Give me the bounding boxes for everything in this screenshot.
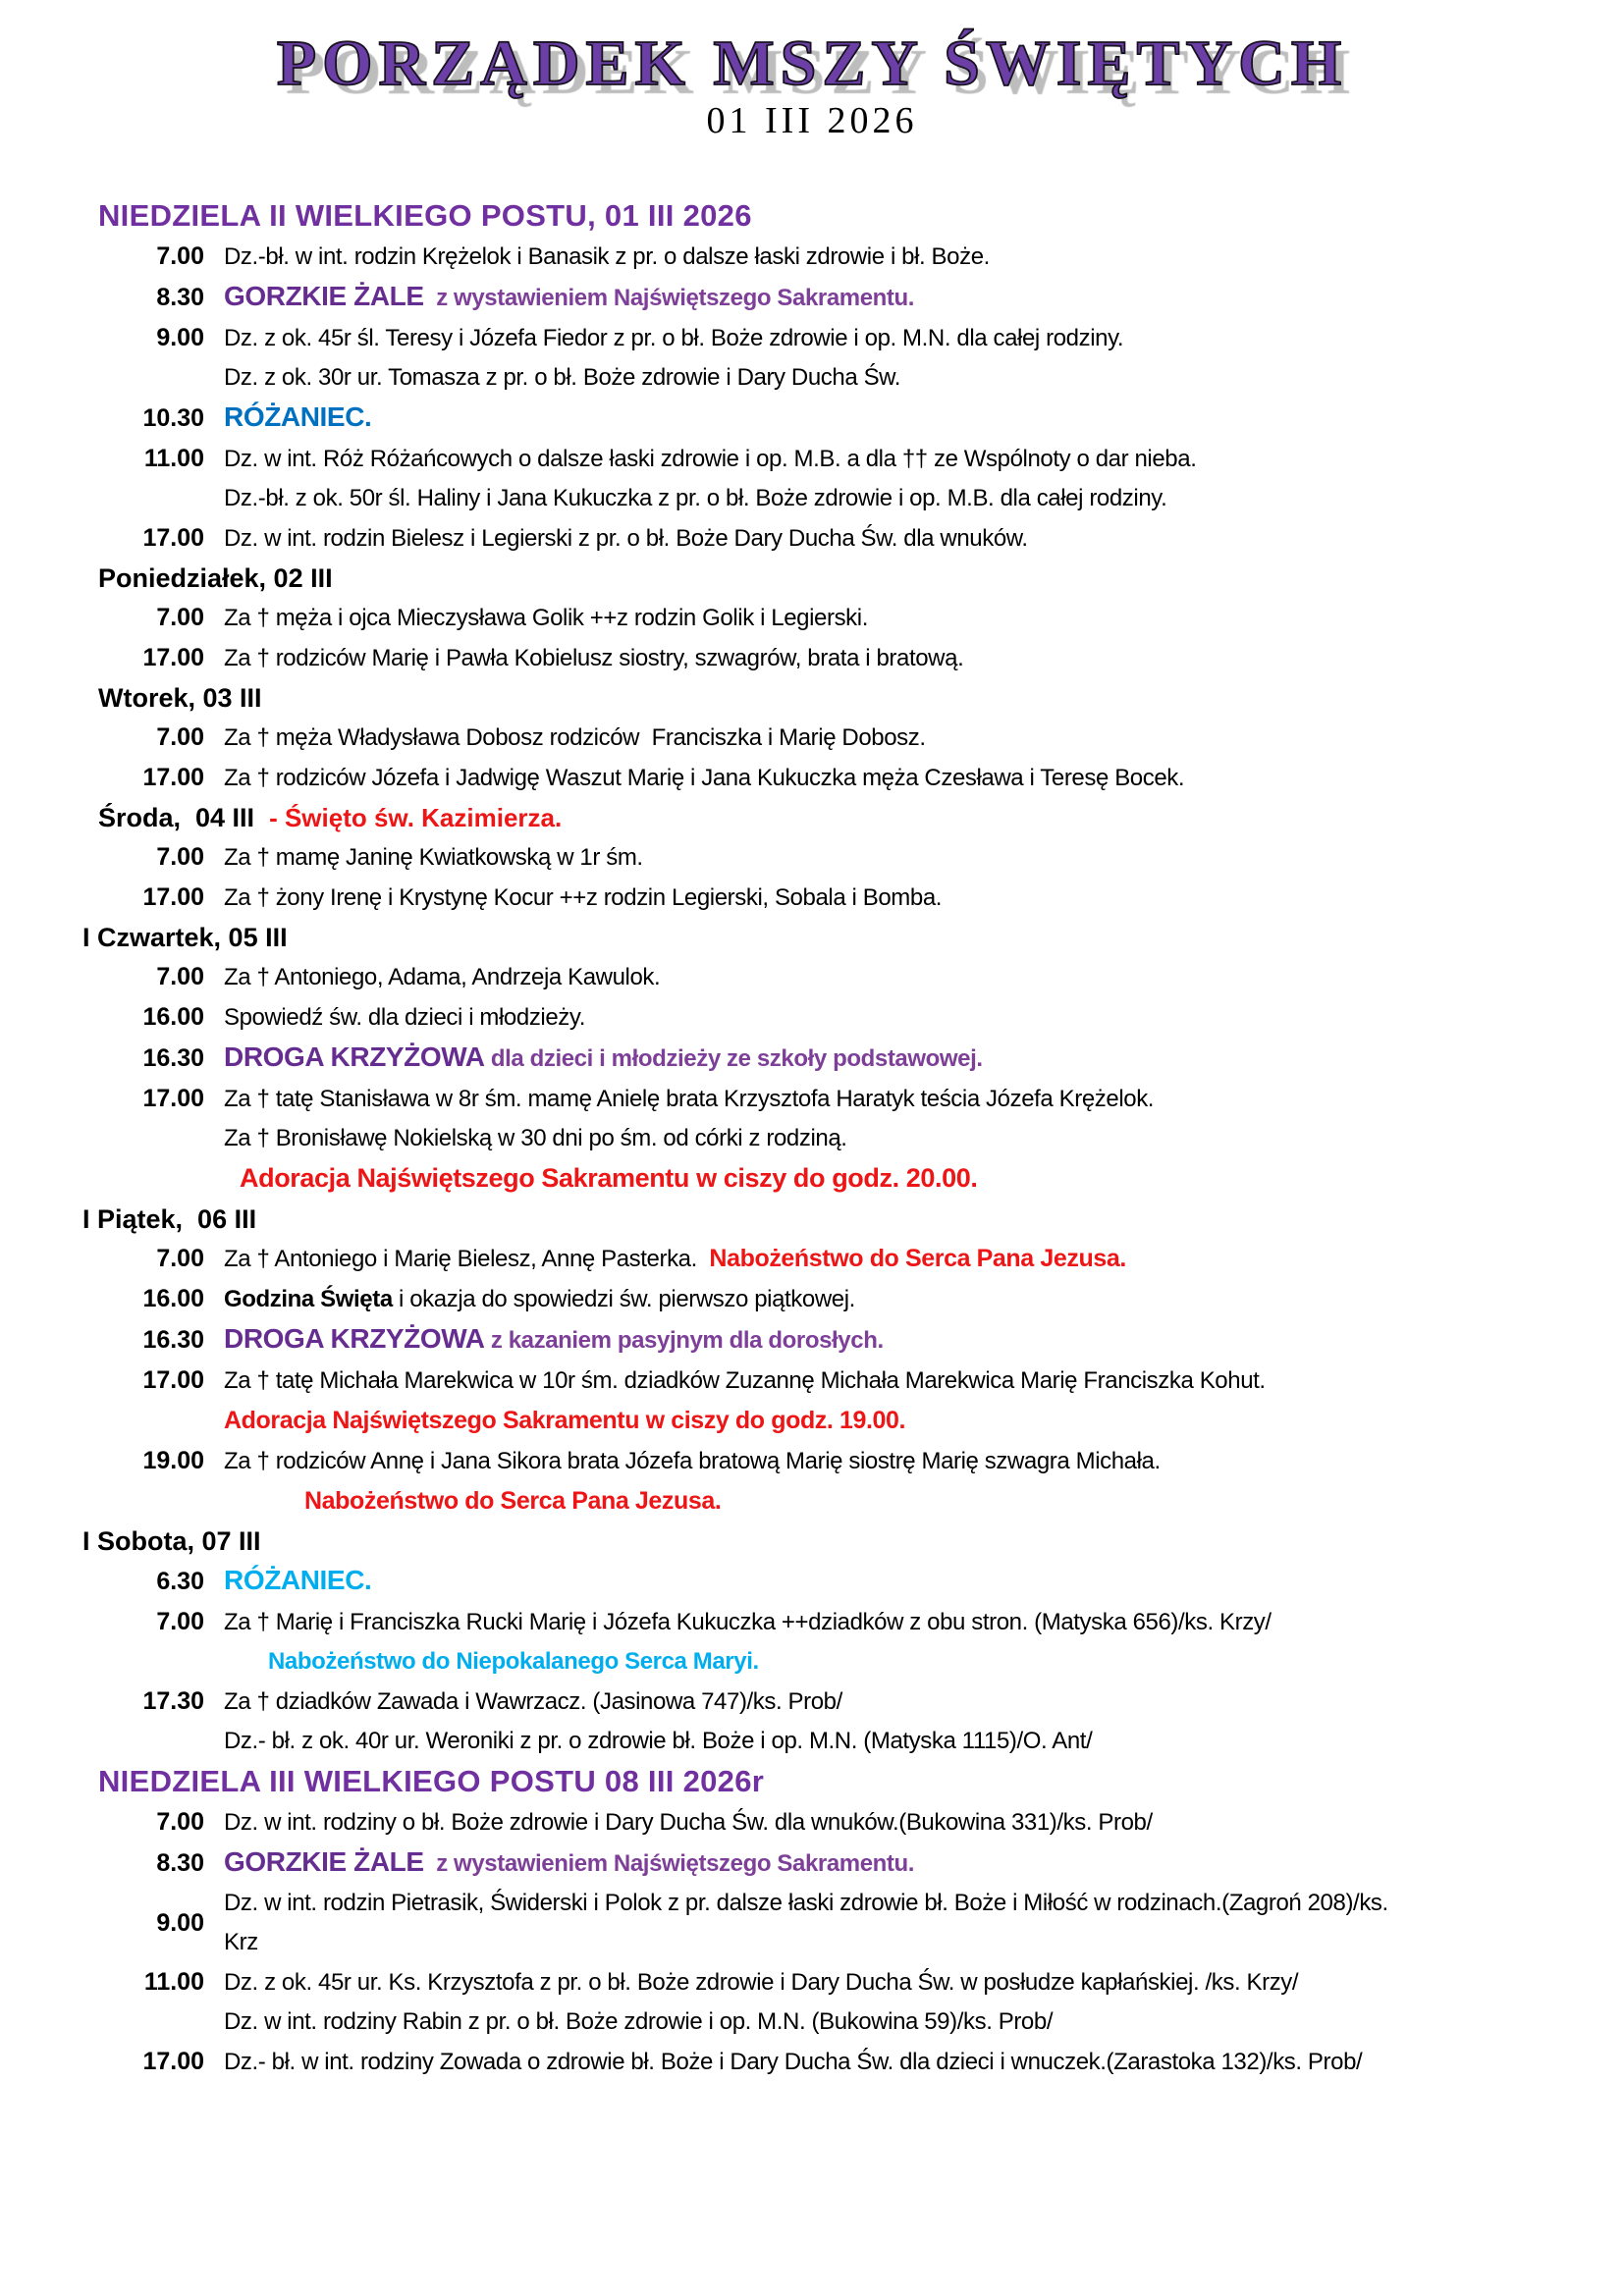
mass-text-segment: Dz.- bł. z ok. 40r ur. Weroniki z pr. o zdrowie bł. Boże i op. M.N. (Matyska 1115)/O. Ant/ — [224, 1728, 1093, 1755]
mass-text-segment: Za † Antoniego, Adama, Andrzeja Kawulok. — [224, 964, 661, 991]
mass-text-segment: - Święto św. Kazimierza. — [269, 803, 563, 833]
mass-text — [224, 958, 660, 997]
mass-text-segment: Dz. z ok. 45r śl. Teresy i Józefa Fiedor z pr. o bł. Boże zdrowie i op. M.N. dla całej rodziny. — [224, 325, 1124, 352]
mass-text-segment: Dz. w int. rodziny Rabin z pr. o bł. Boże zdrowie i op. M.N. (Bukowina 59)/ks. Prob/ — [224, 2008, 1054, 2036]
mass-row — [98, 1802, 1589, 1842]
mass-text — [240, 1158, 977, 1200]
mass-time: 7.00 — [156, 963, 204, 991]
continuation-row — [98, 1722, 1589, 1761]
continuation-row — [98, 1642, 1589, 1682]
mass-text-line — [224, 1923, 1388, 1962]
mass-text — [224, 759, 1184, 798]
mass-text-segment: Za † rodziców Józefa i Jadwigę Waszut Marię i Jana Kukuczka męża Czesława i Teresę Bocek. — [224, 765, 1185, 792]
mass-row — [98, 1319, 1589, 1361]
mass-time: 11.00 — [143, 445, 204, 473]
mass-time: 16.00 — [142, 1003, 204, 1032]
mass-text-segment: i okazja do spowiedzi św. pierwszo piątkowej. — [392, 1286, 855, 1313]
mass-text — [224, 277, 914, 318]
mass-text-segment: Adoracja Najświętszego Sakramentu w ciszy do godz. 19.00. — [224, 1407, 906, 1435]
mass-text-segment: z wystawieniem Najświętszego Sakramentu. — [423, 285, 915, 312]
mass-time: 16.30 — [142, 1326, 204, 1355]
mass-text-segment: Za † dziadków Zawada i Wawrzacz. (Jasinowa 747)/ks. Prob/ — [224, 1688, 842, 1716]
mass-text-segment: Za † Bronisławę Nokielską w 30 dni po śm. od córki z rodziną. — [224, 1125, 847, 1152]
mass-text — [224, 2043, 1362, 2082]
mass-time: 8.30 — [156, 284, 204, 312]
mass-text-segment: dla dzieci i młodzieży ze szkoły podstawowej. — [484, 1045, 983, 1073]
mass-row — [98, 1602, 1589, 1642]
mass-text — [224, 719, 926, 758]
mass-time: 6.30 — [156, 1568, 204, 1596]
mass-time: 11.00 — [143, 1968, 204, 1997]
mass-text-segment: GORZKIE ŻALE — [224, 281, 424, 312]
mass-text-segment: Adoracja Najświętszego Sakramentu w ciszy do godz. 20.00. — [240, 1163, 978, 1194]
mass-row — [98, 837, 1589, 878]
mass-time: 17.00 — [142, 2048, 204, 2076]
mass-row — [98, 1239, 1589, 1279]
schedule — [0, 195, 1624, 2082]
mass-time: 7.00 — [156, 242, 204, 271]
mass-row — [98, 598, 1589, 638]
mass-row — [98, 1842, 1589, 1884]
mass-text — [224, 1561, 371, 1602]
mass-text — [224, 1682, 842, 1722]
mass-text-segment: Za † męża i ojca Mieczysława Golik ++z rodzin Golik i Legierski. — [224, 605, 868, 632]
mass-row — [98, 1561, 1589, 1602]
mass-text-segment: I Piątek, 06 III — [82, 1204, 257, 1235]
mass-time: 17.00 — [142, 764, 204, 792]
mass-time: 7.00 — [156, 1808, 204, 1837]
mass-text — [224, 1803, 1153, 1842]
mass-text-segment: I Sobota, 07 III — [82, 1526, 261, 1557]
mass-text-segment: Za † Antoniego i Marię Bielesz, Annę Pasterka. — [224, 1246, 710, 1273]
mass-text — [268, 1642, 759, 1682]
mass-text-segment: Nabożeństwo do Serca Pana Jezusa. — [304, 1487, 722, 1516]
mass-text-segment: Nabożeństwo do Niepokalanego Serca Maryi. — [268, 1648, 759, 1676]
mass-text — [224, 1362, 1266, 1401]
mass-row — [98, 718, 1589, 758]
mass-text — [224, 1884, 1388, 1962]
mass-text-segment: z kazaniem pasyjnym dla dorosłych. — [484, 1327, 884, 1355]
continuation-row — [98, 1158, 1589, 1200]
mass-text — [224, 519, 1028, 559]
mass-row — [98, 638, 1589, 678]
mass-text-segment: GORZKIE ŻALE — [224, 1846, 424, 1878]
mass-time: 17.00 — [142, 644, 204, 672]
mass-text — [224, 879, 942, 918]
mass-text-segment: Za † męża Władysława Dobosz rodziców Franciszka i Marię Dobosz. — [224, 724, 926, 752]
mass-text — [224, 358, 900, 398]
mass-text — [224, 1401, 905, 1441]
mass-text-segment: Poniedziałek, 02 III — [98, 563, 333, 594]
mass-time: 19.00 — [142, 1447, 204, 1475]
mass-row — [98, 1884, 1589, 1962]
mass-text — [224, 2002, 1053, 2042]
mass-text — [224, 398, 371, 439]
day-header — [82, 1200, 1589, 1239]
mass-time: 7.00 — [156, 843, 204, 872]
mass-row — [98, 237, 1589, 277]
mass-row — [98, 1682, 1589, 1722]
page-date: 01 III 2026 — [706, 100, 918, 142]
mass-row — [98, 1962, 1589, 2002]
mass-text-segment: z wystawieniem Najświętszego Sakramentu. — [423, 1850, 915, 1878]
mass-text — [224, 1842, 914, 1884]
mass-text — [224, 1080, 1154, 1119]
mass-text — [224, 1963, 1298, 2002]
mass-text-segment: DROGA KRZYŻOWA — [224, 1041, 485, 1073]
mass-text-line — [224, 1884, 1388, 1923]
mass-text-segment: DROGA KRZYŻOWA — [224, 1323, 485, 1355]
mass-text — [224, 599, 868, 638]
mass-row — [98, 957, 1589, 997]
mass-row — [98, 2042, 1589, 2082]
mass-text — [224, 1038, 983, 1079]
mass-text — [224, 1280, 855, 1319]
mass-text-segment: Za † rodziców Marię i Pawła Kobielusz siostry, szwagrów, brata i bratową. — [224, 645, 964, 672]
mass-text-segment: Nabożeństwo do Serca Pana Jezusa. — [709, 1245, 1126, 1273]
mass-time: 7.00 — [156, 1608, 204, 1636]
mass-time: 7.00 — [156, 1245, 204, 1273]
continuation-row — [98, 1481, 1589, 1522]
mass-time: 9.00 — [156, 324, 204, 352]
mass-text-segment: Wtorek, 03 III — [98, 683, 262, 714]
mass-text-segment: Krz — [224, 1929, 258, 1956]
mass-time: 16.00 — [142, 1285, 204, 1313]
mass-time: 8.30 — [156, 1849, 204, 1878]
day-header — [98, 798, 1589, 837]
mass-text-segment: Godzina Święta — [224, 1286, 393, 1313]
mass-row — [98, 1038, 1589, 1079]
day-header — [82, 1522, 1589, 1561]
mass-time: 17.00 — [142, 883, 204, 912]
mass-row — [98, 398, 1589, 439]
mass-text — [224, 238, 990, 277]
day-header — [98, 678, 1589, 718]
mass-text-segment: I Czwartek, 05 III — [82, 923, 288, 953]
page-title: PORZĄDEK MSZY ŚWIĘTYCH — [276, 27, 1348, 99]
mass-time: 7.00 — [156, 723, 204, 752]
mass-time: 17.30 — [142, 1687, 204, 1716]
mass-text — [224, 639, 963, 678]
mass-text-segment: RÓŻANIEC. — [224, 1565, 372, 1596]
mass-text-segment: Za † Marię i Franciszka Rucki Marię i Józefa Kukuczka ++dziadków z obu stron. (Matyska 656)/ks. Krzy/ — [224, 1609, 1272, 1636]
day-header — [82, 918, 1589, 957]
mass-text-segment: Środa, 04 III — [98, 803, 270, 833]
mass-text-segment: Dz. z ok. 30r ur. Tomasza z pr. o bł. Boże zdrowie i Dary Ducha Św. — [224, 364, 901, 392]
mass-text — [224, 1442, 1161, 1481]
mass-text — [224, 1603, 1272, 1642]
mass-text — [224, 1119, 847, 1158]
mass-text-segment: Spowiedź św. dla dzieci i młodzieży. — [224, 1004, 585, 1032]
day-header — [98, 559, 1589, 598]
mass-row — [98, 1079, 1589, 1119]
mass-time: 17.00 — [142, 1085, 204, 1113]
mass-text-segment: Dz.-bł. z ok. 50r śl. Haliny i Jana Kukuczka z pr. o bł. Boże zdrowie i op. M.B. dla całej rodziny. — [224, 485, 1167, 512]
mass-text — [224, 1319, 884, 1361]
continuation-row — [98, 1401, 1589, 1441]
mass-text-segment: Dz. w int. rodziny o bł. Boże zdrowie i Dary Ducha Św. dla wnuków.(Bukowina 331)/ks. Prob/ — [224, 1809, 1153, 1837]
mass-row — [98, 318, 1589, 358]
mass-text — [224, 1722, 1092, 1761]
mass-text-segment: RÓŻANIEC. — [224, 401, 372, 433]
mass-text — [224, 838, 643, 878]
mass-row — [98, 518, 1589, 559]
mass-text — [224, 319, 1123, 358]
mass-text-segment: Za † rodziców Annę i Jana Sikora brata Józefa bratową Marię siostrę Marię szwagra Michała. — [224, 1448, 1161, 1475]
continuation-row — [98, 479, 1589, 518]
continuation-row — [98, 2002, 1589, 2042]
mass-text — [224, 1239, 1126, 1279]
continuation-row — [98, 358, 1589, 398]
mass-row — [98, 439, 1589, 479]
mass-row — [98, 277, 1589, 318]
title-block — [0, 0, 1624, 142]
mass-text-segment: Dz. z ok. 45r ur. Ks. Krzysztofa z pr. o bł. Boże zdrowie i Dary Ducha Św. w posłudze kapłańskiej. /ks. Krzy/ — [224, 1969, 1299, 1997]
mass-text-segment: Dz. w int. rodzin Bielesz i Legierski z pr. o bł. Boże Dary Ducha Św. dla wnuków. — [224, 525, 1028, 553]
continuation-row — [98, 1119, 1589, 1158]
mass-text-segment: Za † mamę Janinę Kwiatkowską w 1r śm. — [224, 844, 643, 872]
mass-time: 17.00 — [142, 524, 204, 553]
mass-row — [98, 997, 1589, 1038]
mass-time: 17.00 — [142, 1366, 204, 1395]
mass-time: 16.30 — [142, 1044, 204, 1073]
mass-row — [98, 1361, 1589, 1401]
mass-text — [224, 998, 585, 1038]
mass-row — [98, 758, 1589, 798]
mass-row — [98, 1279, 1589, 1319]
mass-row — [98, 1441, 1589, 1481]
mass-time: 9.00 — [156, 1909, 204, 1938]
mass-text-segment: Dz. w int. Róż Różańcowych o dalsze łaski zdrowie i op. M.B. a dla †† ze Wspólnoty o dar nieba. — [224, 446, 1197, 473]
mass-text-segment: Dz.- bł. w int. rodziny Zowada o zdrowie bł. Boże i Dary Ducha Św. dla dzieci i wnuczek.(Zarastoka 132)/ks. Prob/ — [224, 2049, 1363, 2076]
mass-text — [224, 479, 1166, 518]
section-header: NIEDZIELA II WIELKIEGO POSTU, 01 III 2026 — [98, 198, 752, 234]
mass-text-segment: Dz. w int. rodzin Pietrasik, Świderski i Polok z pr. dalsze łaski zdrowie bł. Boże i Miłość w rodzinach.(Zagroń 208)/ks. — [224, 1890, 1388, 1917]
mass-row — [98, 878, 1589, 918]
mass-time: 7.00 — [156, 604, 204, 632]
mass-time: 10.30 — [142, 404, 204, 433]
section-header: NIEDZIELA III WIELKIEGO POSTU 08 III 2026r — [98, 1764, 765, 1799]
mass-text-segment: Dz.-bł. w int. rodzin Krężelok i Banasik z pr. o dalsze łaski zdrowie i bł. Boże. — [224, 243, 990, 271]
mass-text — [224, 440, 1196, 479]
mass-text — [304, 1481, 721, 1522]
mass-text-segment: Za † żony Irenę i Krystynę Kocur ++z rodzin Legierski, Sobala i Bomba. — [224, 884, 943, 912]
mass-text-segment: Za † tatę Michała Marekwica w 10r śm. dziadków Zuzannę Michała Marekwica Marię Franciszka Kohut. — [224, 1367, 1266, 1395]
mass-text-segment: Za † tatę Stanisława w 8r śm. mamę Anielę brata Krzysztofa Haratyk teścia Józefa Krężelok. — [224, 1086, 1155, 1113]
